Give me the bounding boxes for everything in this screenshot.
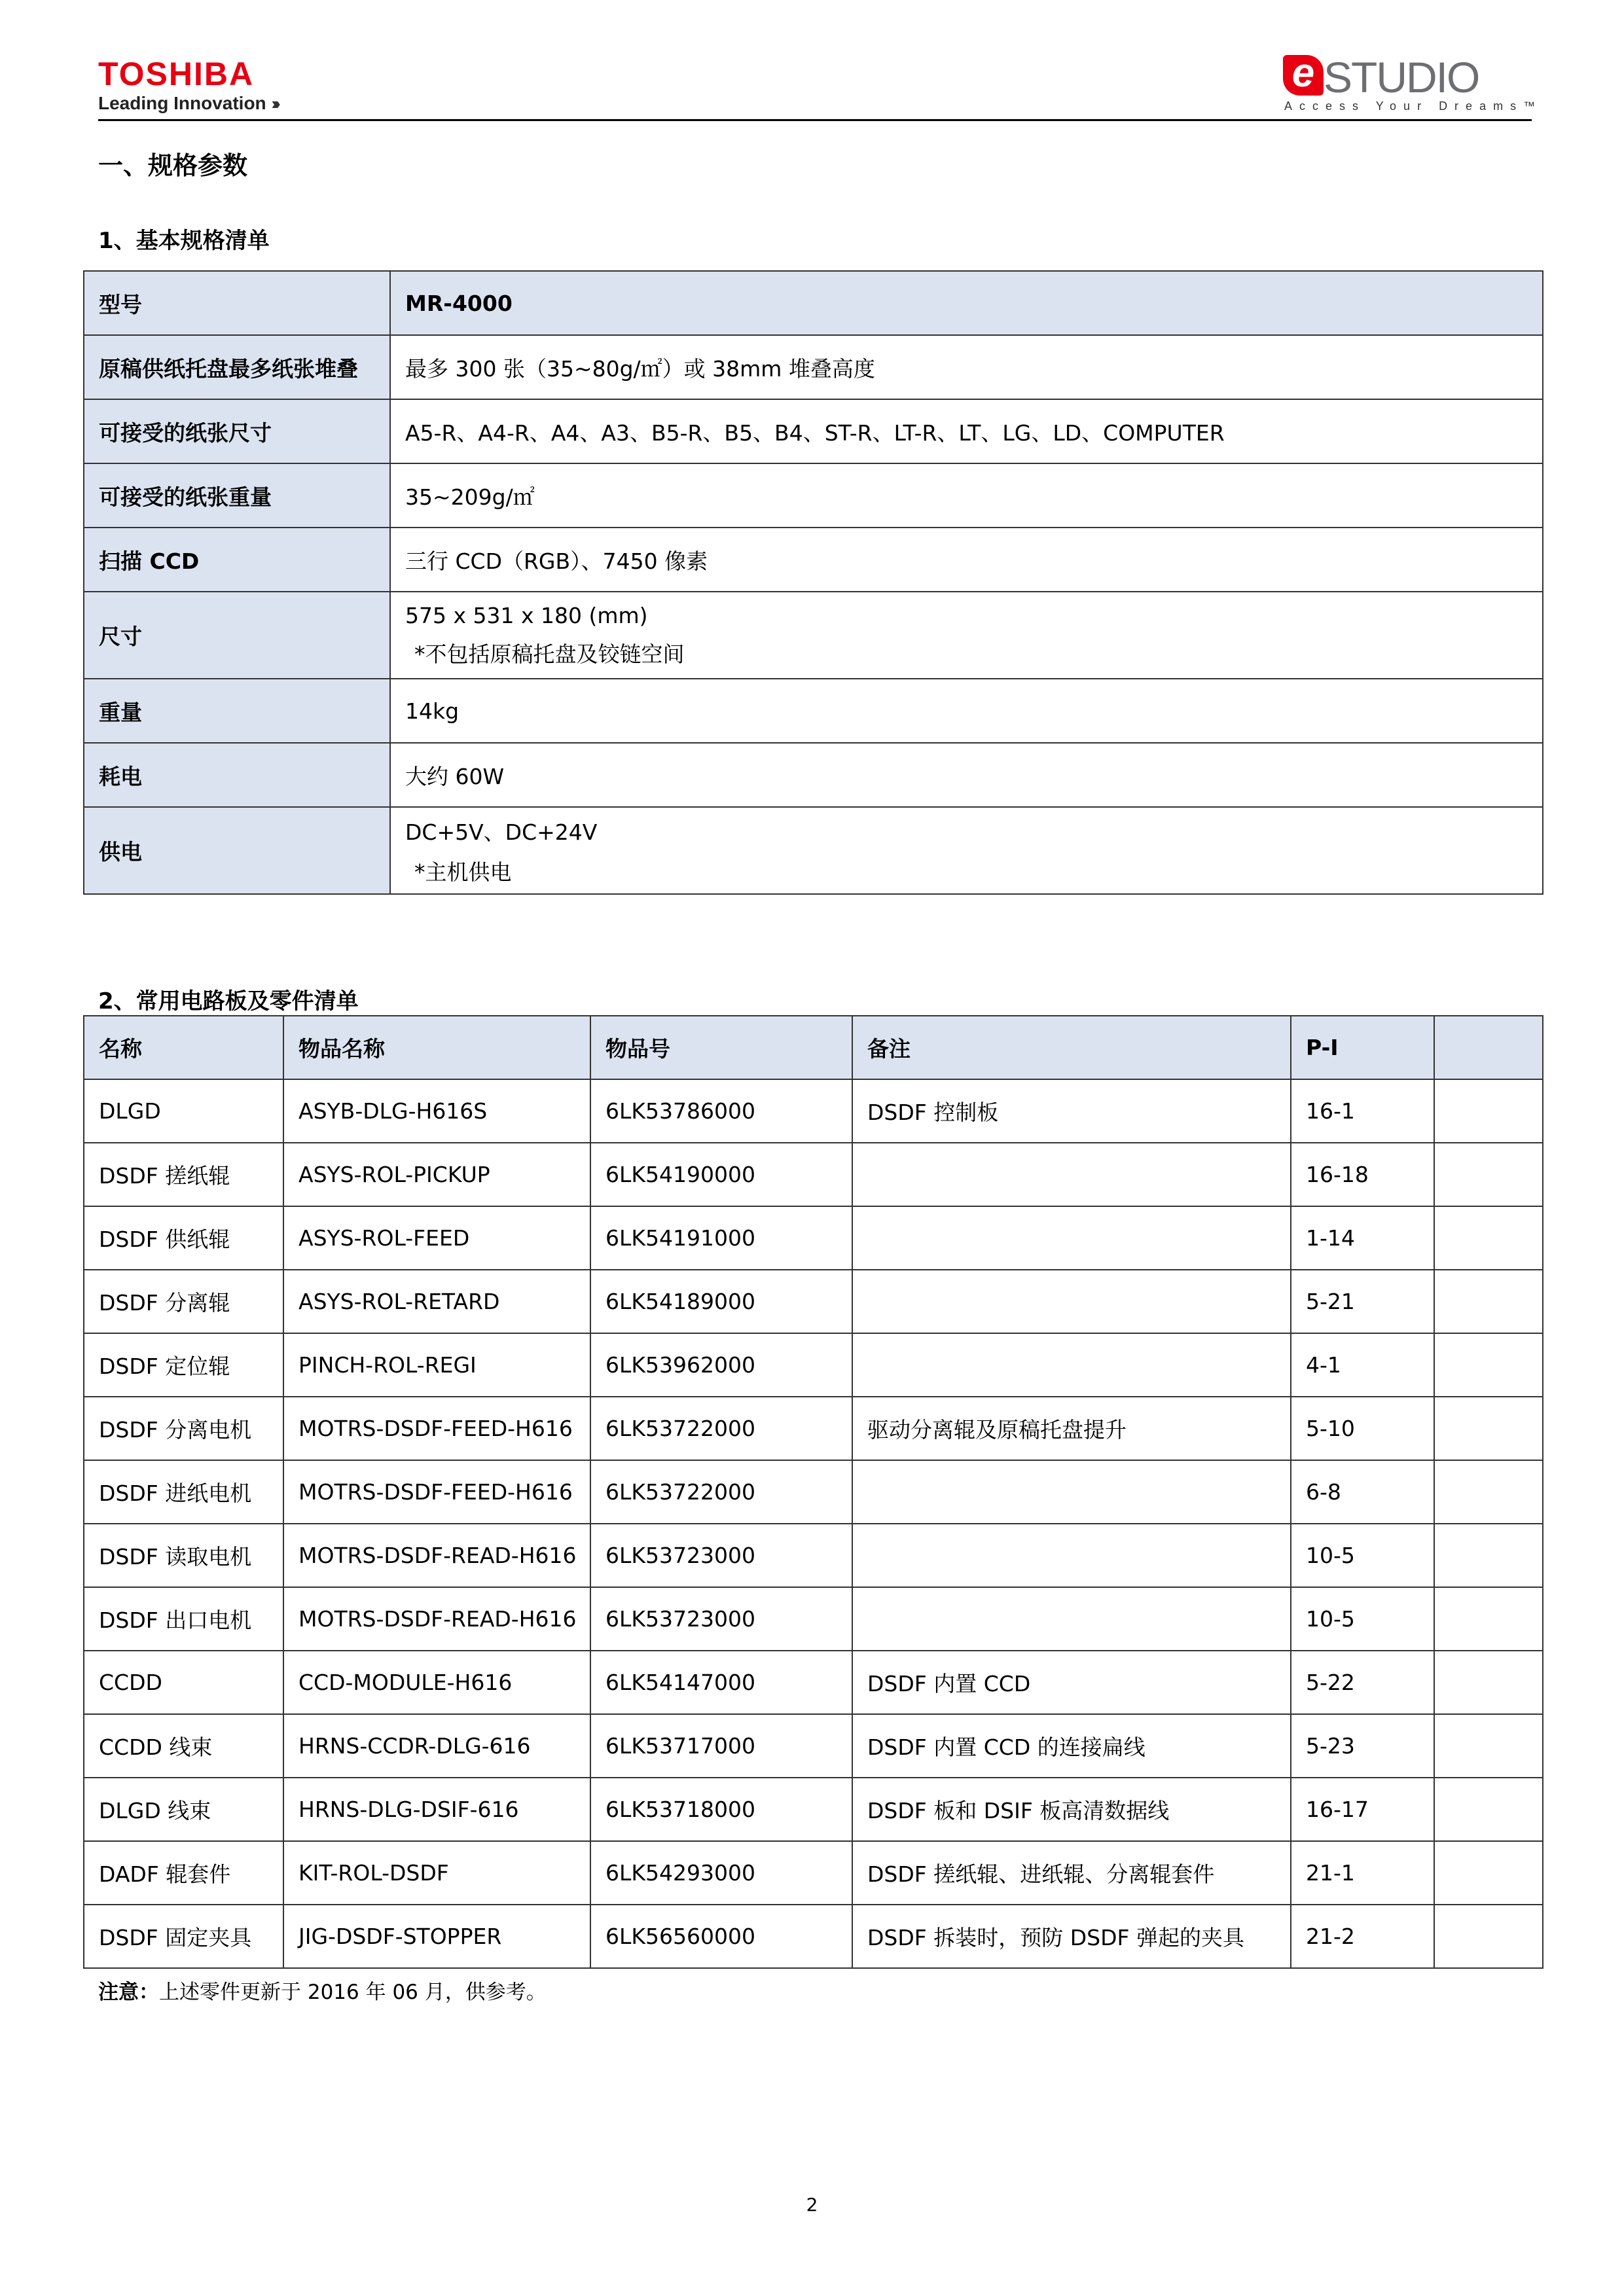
cell-item-number: 6LK56560000 [590,1905,852,1968]
cell-remark [852,1143,1291,1206]
tagline-text: Leading Innovation [98,93,266,113]
spec-row [84,399,1543,463]
cell-part-name: DSDF 分离辊 [84,1270,283,1333]
cell-item-number: 6LK53722000 [590,1397,852,1460]
cell-extra [1434,1587,1543,1651]
note-text: 上述零件更新于 2016 年 06 月，供参考。 [159,1981,547,2004]
spec-key: 可接受的纸张重量 [84,463,390,528]
spec-value: 三行 CCD（RGB）、7450 像素 [390,528,1543,592]
spec-value-main: DC+5V、DC+24V [405,819,598,845]
spec-row [84,271,1543,335]
cell-page-index: 5-23 [1291,1714,1434,1778]
spec-row [84,335,1543,399]
cell-item-number: 6LK53717000 [590,1714,852,1778]
spec-key: 可接受的纸张尺寸 [84,399,390,463]
cell-extra [1434,1206,1543,1270]
header-item-name: 物品名称 [283,1016,590,1079]
cell-page-index: 21-2 [1291,1905,1434,1968]
cell-part-name: DSDF 供纸辊 [84,1206,283,1270]
table-row [84,1524,1543,1587]
table-row [84,1841,1543,1905]
cell-part-name: DLGD [84,1079,283,1143]
cell-page-index: 6-8 [1291,1460,1434,1524]
chevrons-icon: ››› [271,94,277,113]
table-row [84,1587,1543,1651]
spec-value-note: *主机供电 [414,859,512,885]
spec-key: 扫描 CCD [84,528,390,592]
cell-page-index: 10-5 [1291,1587,1434,1651]
cell-item-name: MOTRS-DSDF-FEED-H616 [283,1460,590,1524]
page-number: 2 [806,2194,818,2215]
cell-item-name: ASYB-DLG-H616S [283,1079,590,1143]
spec-row [84,807,1543,894]
cell-item-name: MOTRS-DSDF-FEED-H616 [283,1397,590,1460]
cell-extra [1434,1460,1543,1524]
spec-value: 最多 300 张（35~80g/㎡）或 38mm 堆叠高度 [390,335,1543,399]
section-title: 一、规格参数 [98,151,248,180]
page-header [98,50,1543,121]
cell-remark [852,1524,1291,1587]
cell-item-name: KIT-ROL-DSDF [283,1841,590,1905]
toshiba-logo: TOSHIBA [98,56,255,92]
cell-extra [1434,1841,1543,1905]
spec-row [84,528,1543,592]
cell-remark: DSDF 拆装时，预防 DSDF 弹起的夹具 [852,1905,1291,1968]
cell-page-index: 16-18 [1291,1143,1434,1206]
note-label: 注意： [98,1981,159,2004]
studio-wordmark: STUDIO [1324,53,1479,101]
cell-item-name: HRNS-CCDR-DLG-616 [283,1714,590,1778]
cell-remark [852,1460,1291,1524]
cell-page-index: 5-22 [1291,1651,1434,1714]
e-badge-icon: e [1283,55,1324,96]
spec-value [390,807,1543,894]
cell-part-name: DADF 辊套件 [84,1841,283,1905]
spec-title: 1、基本规格清单 [98,228,270,254]
parts-title: 2、常用电路板及零件清单 [98,988,359,1014]
cell-item-number: 6LK54191000 [590,1206,852,1270]
header-item-number: 物品号 [590,1016,852,1079]
cell-item-number: 6LK54293000 [590,1841,852,1905]
cell-part-name: DLGD 线束 [84,1778,283,1841]
cell-item-name: ASYS-ROL-FEED [283,1206,590,1270]
table-row [84,1714,1543,1778]
cell-page-index: 10-5 [1291,1524,1434,1587]
cell-extra [1434,1333,1543,1397]
spec-table [83,270,1543,895]
cell-part-name: DSDF 进纸电机 [84,1460,283,1524]
cell-item-number: 6LK53718000 [590,1778,852,1841]
table-row [84,1333,1543,1397]
table-row [84,1460,1543,1524]
cell-remark: DSDF 内置 CCD 的连接扁线 [852,1714,1291,1778]
spec-key: 原稿供纸托盘最多纸张堆叠 [84,335,390,399]
cell-part-name: DSDF 分离电机 [84,1397,283,1460]
cell-item-name: MOTRS-DSDF-READ-H616 [283,1587,590,1651]
spec-value: 35~209g/㎡ [390,463,1543,528]
spec-value: 大约 60W [390,743,1543,807]
cell-remark: DSDF 搓纸辊、进纸辊、分离辊套件 [852,1841,1291,1905]
parts-header-row [84,1016,1543,1079]
tagline [98,93,277,114]
cell-item-number: 6LK53962000 [590,1333,852,1397]
cell-item-number: 6LK53723000 [590,1587,852,1651]
cell-remark [852,1270,1291,1333]
cell-remark: 驱动分离辊及原稿托盘提升 [852,1397,1291,1460]
header-extra [1434,1016,1543,1079]
table-row [84,1270,1543,1333]
cell-remark: DSDF 内置 CCD [852,1651,1291,1714]
cell-item-number: 6LK53722000 [590,1460,852,1524]
cell-extra [1434,1079,1543,1143]
spec-row [84,592,1543,679]
spec-value: MR-4000 [390,271,1543,335]
spec-key: 耗电 [84,743,390,807]
cell-extra [1434,1778,1543,1841]
update-note [98,1975,547,2005]
cell-page-index: 16-1 [1291,1079,1434,1143]
cell-extra [1434,1651,1543,1714]
cell-part-name: DSDF 读取电机 [84,1524,283,1587]
cell-remark [852,1333,1291,1397]
estudio-logo [1283,50,1543,118]
cell-item-name: ASYS-ROL-RETARD [283,1270,590,1333]
table-row [84,1143,1543,1206]
cell-item-number: 6LK53723000 [590,1524,852,1587]
cell-part-name: CCDD [84,1651,283,1714]
table-row [84,1206,1543,1270]
spec-value-main: 575 x 531 x 180 (mm) [405,602,648,628]
cell-remark [852,1587,1291,1651]
cell-page-index: 21-1 [1291,1841,1434,1905]
spec-row [84,679,1543,743]
header-remark: 备注 [852,1016,1291,1079]
spec-value-note: *不包括原稿托盘及铰链空间 [414,641,685,667]
table-row [84,1397,1543,1460]
cell-item-number: 6LK54147000 [590,1651,852,1714]
cell-item-name: PINCH-ROL-REGI [283,1333,590,1397]
cell-part-name: DSDF 出口电机 [84,1587,283,1651]
cell-item-name: HRNS-DLG-DSIF-616 [283,1778,590,1841]
cell-item-name: JIG-DSDF-STOPPER [283,1905,590,1968]
cell-page-index: 4-1 [1291,1333,1434,1397]
cell-page-index: 16-17 [1291,1778,1434,1841]
cell-page-index: 5-21 [1291,1270,1434,1333]
table-row [84,1651,1543,1714]
cell-part-name: DSDF 定位辊 [84,1333,283,1397]
cell-remark: DSDF 板和 DSIF 板高清数据线 [852,1778,1291,1841]
cell-page-index: 5-10 [1291,1397,1434,1460]
header-part-name: 名称 [84,1016,283,1079]
table-row [84,1778,1543,1841]
cell-part-name: DSDF 搓纸辊 [84,1143,283,1206]
cell-page-index: 1-14 [1291,1206,1434,1270]
cell-remark: DSDF 控制板 [852,1079,1291,1143]
spec-key: 供电 [84,807,390,894]
spec-key: 重量 [84,679,390,743]
cell-item-number: 6LK54190000 [590,1143,852,1206]
cell-item-name: CCD-MODULE-H616 [283,1651,590,1714]
parts-table [83,1015,1543,1969]
cell-item-name: MOTRS-DSDF-READ-H616 [283,1524,590,1587]
spec-value [390,592,1543,679]
spec-key: 型号 [84,271,390,335]
cell-extra [1434,1905,1543,1968]
cell-item-number: 6LK53786000 [590,1079,852,1143]
spec-value: 14kg [390,679,1543,743]
spec-value: A5-R、A4-R、A4、A3、B5-R、B5、B4、ST-R、LT-R、LT、LG、LD、COMPUTER [390,399,1543,463]
cell-extra [1434,1397,1543,1460]
cell-extra [1434,1524,1543,1587]
cell-part-name: CCDD 线束 [84,1714,283,1778]
spec-row [84,463,1543,528]
cell-extra [1434,1714,1543,1778]
table-row [84,1079,1543,1143]
cell-extra [1434,1270,1543,1333]
cell-remark [852,1206,1291,1270]
table-row [84,1905,1543,1968]
product-slogan: Access Your Dreams™ [1284,99,1543,113]
spec-key: 尺寸 [84,592,390,679]
cell-part-name: DSDF 固定夹具 [84,1905,283,1968]
spec-row [84,743,1543,807]
cell-extra [1434,1143,1543,1206]
cell-item-name: ASYS-ROL-PICKUP [283,1143,590,1206]
header-page-index: P-I [1291,1016,1434,1079]
cell-item-number: 6LK54189000 [590,1270,852,1333]
